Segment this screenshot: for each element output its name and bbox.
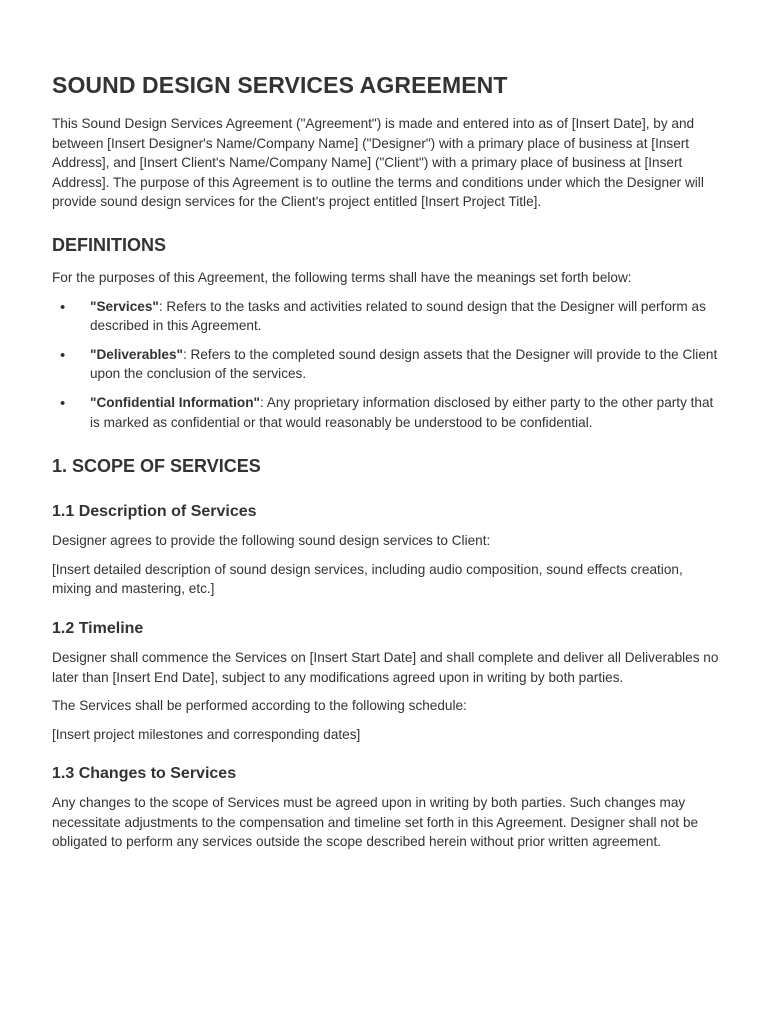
section-1-3-paragraph-1: Any changes to the scope of Services must be agreed upon in writing by both parties. Such changes may necessitate adjustments to the compensation and timeline set forth in this Agreement. Designer shall not be obligated to perform any services outside the scope described herein without prior written agreement. <box>52 795 699 850</box>
definition-text: : Refers to the completed sound design assets that the Designer will provide to the Client upon the conclusion of the services. <box>90 346 718 382</box>
definitions-list <box>52 297 720 433</box>
definition-item-deliverables <box>52 345 720 384</box>
definition-text: : Any proprietary information disclosed by either party to the other party that is marked as confidential or that would reasonably be understood to be confidential. <box>90 394 714 430</box>
section-1-2-paragraph-2: The Services shall be performed according to the following schedule: <box>52 698 467 714</box>
bullet-icon: • <box>60 298 66 316</box>
intro-paragraph: This Sound Design Services Agreement ("Agreement") is made and entered into as of [Insert Date], by and between [Insert Designer's Name/Company Name] ("Designer") with a primary place of business at [Insert Address], and [Insert Client's Name/Company Name] ("Client") with a primary place of business at [Insert Address]. The purpose of this Agreement is to outline the terms and conditions under which the Designer will provide sound design services for the Client's project entitled [Insert Project Title]. <box>52 116 704 210</box>
section-1-1-paragraph-2: [Insert detailed description of sound design services, including audio composition, sound effects creation, mixing and mastering, etc.] <box>52 561 683 597</box>
definition-term: "Services" <box>90 298 159 314</box>
definitions-heading: DEFINITIONS <box>52 234 167 255</box>
document-page <box>52 70 720 861</box>
section-1-1-heading: 1.1 Description of Services <box>52 503 257 521</box>
bullet-icon: • <box>60 346 66 364</box>
definition-text: : Refers to the tasks and activities related to sound design that the Designer will perform as described in this Agreement. <box>90 298 706 334</box>
definitions-lead: For the purposes of this Agreement, the following terms shall have the meanings set forth below: <box>52 269 632 285</box>
section-1-3-heading: 1.3 Changes to Services <box>52 765 237 783</box>
section-1-heading: 1. SCOPE OF SERVICES <box>52 456 261 477</box>
section-1-1-paragraph-1: Designer agrees to provide the following sound design services to Client: <box>52 533 491 549</box>
bullet-icon: • <box>60 394 66 412</box>
document-title: SOUND DESIGN SERVICES AGREEMENT <box>52 72 508 98</box>
definition-item-services <box>52 297 720 336</box>
section-1-2-paragraph-3: [Insert project milestones and corresponding dates] <box>52 726 361 742</box>
section-1-2-paragraph-1: Designer shall commence the Services on [Insert Start Date] and shall complete and deliver all Deliverables no later than [Insert End Date], subject to any modifications agreed upon in writing by both parties. <box>52 649 719 685</box>
definition-term: "Confidential Information" <box>90 394 260 410</box>
definition-term: "Deliverables" <box>90 346 183 362</box>
definition-item-confidential-information <box>52 393 720 432</box>
section-1-2-heading: 1.2 Timeline <box>52 619 144 637</box>
